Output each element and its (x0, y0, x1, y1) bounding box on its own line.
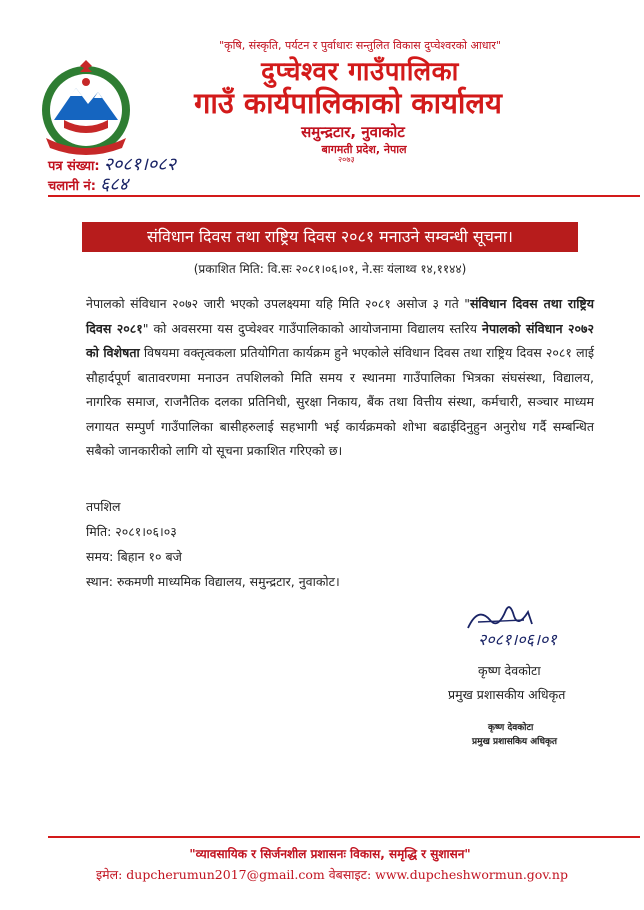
details-heading: तपशिल (86, 499, 121, 514)
event-venue: स्थान: रुकमणी माध्यमिक विद्यालय, समुन्द्रटार, नुवाकोट। (86, 574, 340, 589)
signature-date: २०८१।०६।०१ (478, 630, 557, 649)
dispatch-number-row (48, 172, 128, 196)
org-name: दुप्चेश्वर गाउँपालिका (261, 57, 459, 87)
header-motto: "कृषि, संस्कृति, पर्यटन र पुर्वाधारः सन्तुलित विकास दुप्चेश्वरको आधार" (219, 39, 501, 52)
body-bold-1: संविधान दिवस तथा राष्ट्रिय दिवस २०८१ (86, 296, 594, 336)
header-divider (48, 195, 640, 197)
event-details (86, 494, 340, 594)
office-name: गाउँ कार्यपालिकाको कार्यालय (194, 86, 502, 120)
seal-name: कृष्ण देवकोटा (488, 723, 534, 733)
contact-line: इमेल: dupcherumun2017@gmail.com वेबसाइट: www.dupcheshwormun.gov.np (96, 867, 568, 882)
dispatch-number-value: ६८४ (99, 174, 129, 195)
office-address: समुन्द्रटार, नुवाकोट (301, 123, 405, 141)
dispatch-number-label: चलानी नं: (48, 179, 96, 194)
letter-number-value: २०८१।०८२ (103, 154, 176, 175)
notice-title: संविधान दिवस तथा राष्ट्रिय दिवस २०८१ मनाउने सम्वन्धी सूचना। (82, 222, 578, 252)
province-line: बागमती प्रदेश, नेपाल (321, 143, 407, 156)
footer-divider (48, 836, 640, 838)
notice-body (86, 292, 594, 464)
body-part-2: " को अवसरमा यस दुप्चेश्वर गाउँपालिकाको आयोजनामा विद्यालय स्तरिय (142, 320, 483, 336)
event-time: समय: बिहान १० बजे (86, 549, 182, 564)
stamp-number: २०७३ (338, 155, 355, 164)
body-part-3: विषयमा वक्तृत्वकला प्रतियोगिता कार्यक्रम हुने भएकोले संविधान दिवस तथा राष्ट्रिय दिवस २०८१ लाई सौहार्दपूर्ण बातावरणमा मनाउन तपशिलको मिति समय र स्थानमा गाउँपालिका भित्रका संघसंस्था, विद्यालय, नागरिक समाज, राजनैतिक दलका प्रतिनिधी, सुरक्षा निकाय, बैंक तथा वित्तीय संस्था, कर्मचारी, सञ्चार माध्यम लगायत सम्पुर्ण गाउँपालिका बासीहरुलाई सहभागी भई कार्यक्रमको शोभा बढाईदिनुहुन अनुरोध गर्दै सम्बन्धित सबैको जानकारीको लागि यो सूचना प्रकाशित गरिएको छ। (86, 345, 594, 458)
letter-number-label: पत्र संख्या: (48, 159, 100, 174)
nepal-emblem-icon (36, 58, 136, 158)
signer-name: कृष्ण देवकोटा (478, 663, 541, 678)
seal-title: प्रमुख प्रशासकिय अधिकृत (472, 737, 558, 747)
footer-motto: "व्यावसायिक र सिर्जनशील प्रशासनः विकास, समृद्धि र सुशासन" (189, 847, 471, 861)
event-date: मिति: २०८१।०६।०३ (86, 524, 177, 539)
signer-title: प्रमुख प्रशासकीय अधिकृत (448, 687, 566, 702)
published-date: (प्रकाशित मिति: वि.सः २०८१।०६।०१, ने.सः यंलाथ्व १४,११४४) (193, 262, 467, 276)
body-bold-2: नेपालको संविधान २०७२ को विशेषता (86, 320, 594, 360)
body-part-1: नेपालको संविधान २०७२ जारी भएको उपलक्ष्यमा यहि मिति २०८१ असोज ३ गते " (86, 296, 470, 311)
